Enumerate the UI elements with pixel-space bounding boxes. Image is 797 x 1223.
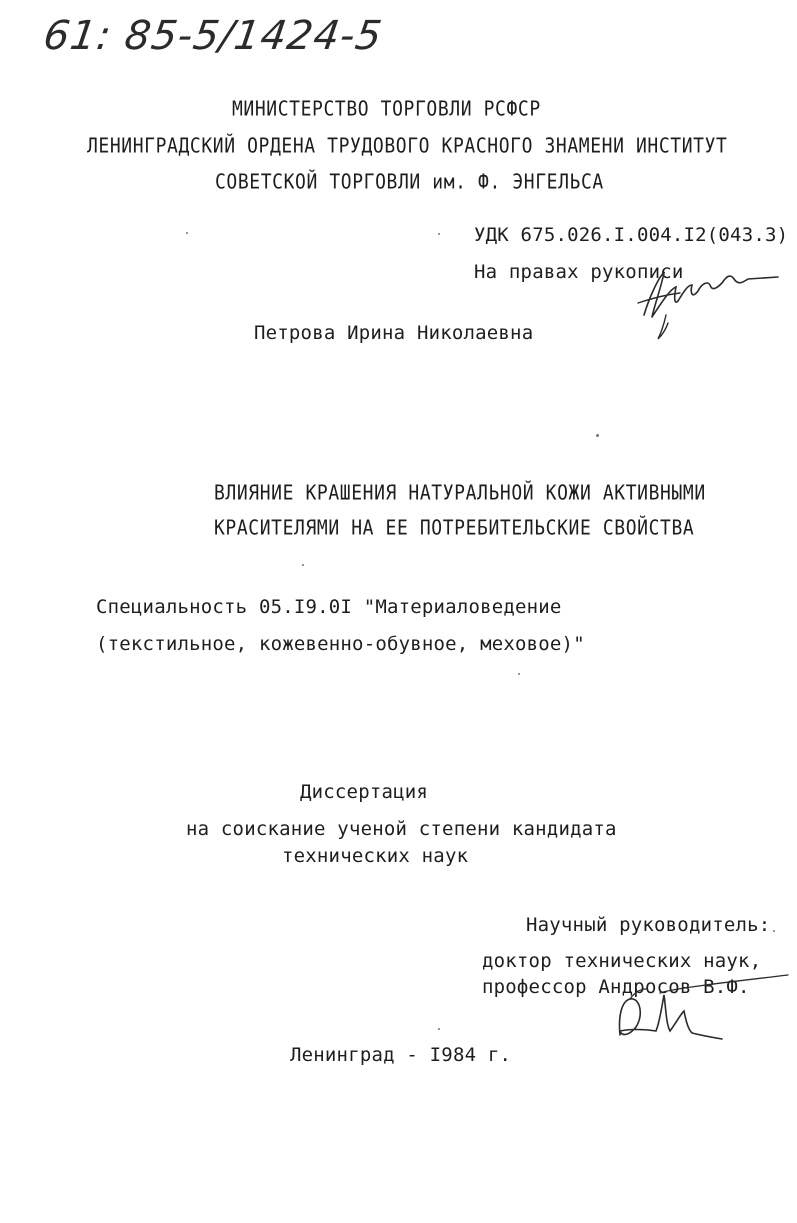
author-name: Петрова Ирина Николаевна xyxy=(254,322,534,344)
udk-code: УДК 675.026.I.004.I2(043.3) xyxy=(474,224,789,246)
archive-number: 61: 85-5/1424-5 xyxy=(40,13,386,59)
document-type: Диссертация xyxy=(300,781,429,803)
institute-heading-line2: СОВЕТСКОЙ ТОРГОВЛИ им. Ф. ЭНГЕЛЬСА xyxy=(215,170,604,195)
supervisor-name: профессор Андросов В.Ф. xyxy=(482,976,750,998)
paper-speck xyxy=(773,930,775,932)
supervisor-signature xyxy=(600,965,790,1045)
paper-speck xyxy=(518,673,520,675)
paper-speck xyxy=(596,434,599,437)
supervisor-degree: доктор технических наук, xyxy=(482,950,762,972)
place-and-year: Ленинград - I984 г. xyxy=(290,1044,512,1066)
paper-speck xyxy=(186,232,188,234)
paper-speck xyxy=(438,1028,440,1030)
author-signature xyxy=(630,255,780,345)
institute-heading-line1: ЛЕНИНГРАДСКИЙ ОРДЕНА ТРУДОВОГО КРАСНОГО ЗНАМЕНИ ИНСТИТУТ xyxy=(87,134,728,159)
thesis-title-line1: ВЛИЯНИЕ КРАШЕНИЯ НАТУРАЛЬНОЙ КОЖИ АКТИВНЫМИ xyxy=(214,481,706,506)
paper-speck xyxy=(438,233,440,235)
supervisor-label: Научный руководитель: xyxy=(526,914,771,936)
manuscript-rights-note: На правах рукописи xyxy=(474,261,684,283)
paper-speck xyxy=(302,564,304,566)
degree-sought-line1: на соискание ученой степени кандидата xyxy=(186,818,617,840)
thesis-title-line2: КРАСИТЕЛЯМИ НА ЕЕ ПОТРЕБИТЕЛЬСКИЕ СВОЙСТВА xyxy=(214,516,695,541)
specialty-line1: Специальность 05.I9.0I "Материаловедение xyxy=(96,596,562,618)
specialty-line2: (текстильное, кожевенно-обувное, меховое)" xyxy=(96,633,585,655)
degree-sought-line2: технических наук xyxy=(282,845,469,867)
ministry-heading: МИНИСТЕРСТВО ТОРГОВЛИ РСФСР xyxy=(232,97,541,122)
